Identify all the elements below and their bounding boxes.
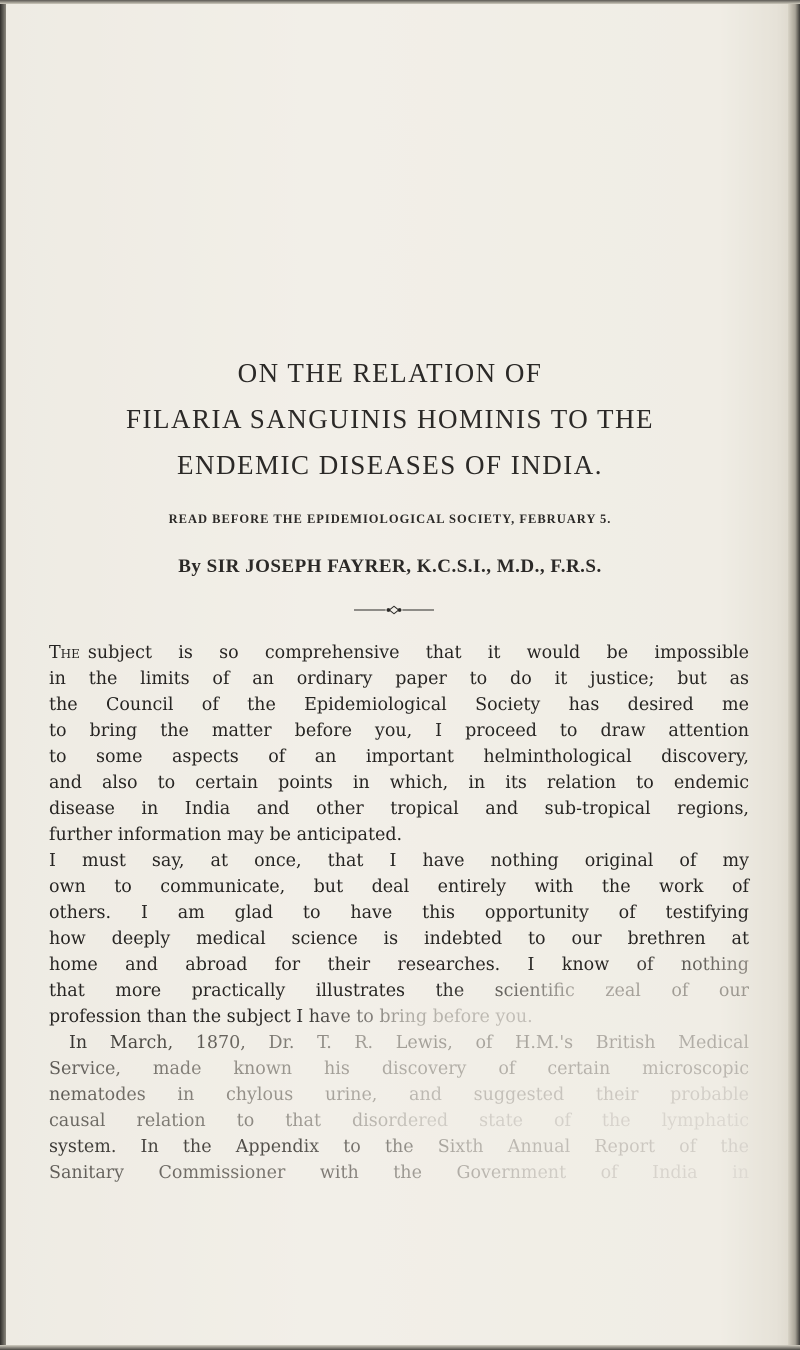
body-line	[49, 770, 749, 796]
body-line-text: that more practically illustrates the scientific zeal of our	[49, 978, 749, 1004]
body-line	[49, 822, 749, 848]
body-line	[49, 1108, 749, 1134]
body-line-text: further information may be anticipated.	[49, 825, 403, 845]
body-line-text: home and abroad for their researches. I know of nothing	[49, 952, 749, 978]
body-line	[49, 1030, 749, 1056]
body-line	[49, 926, 749, 952]
opening-word: The	[49, 643, 80, 663]
body-line-text: Sanitary Commissioner with the Government of India in	[49, 1160, 749, 1186]
body-line	[49, 692, 749, 718]
body-line	[49, 718, 749, 744]
body-line-text: Service, made known his discovery of certain microscopic	[49, 1056, 749, 1082]
read-before-line: READ BEFORE THE EPIDEMIOLOGICAL SOCIETY, FEBRUARY 5.	[168, 512, 612, 526]
body-line	[49, 1004, 749, 1030]
body-line	[49, 666, 749, 692]
body-line-text: to some aspects of an important helminthological discovery,	[49, 747, 749, 767]
body-line-text: nematodes in chylous urine, and suggested their probable	[49, 1082, 749, 1108]
body-line-text: the Council of the Epidemiological Society has desired me	[49, 695, 749, 715]
body-line	[49, 640, 749, 666]
body-line-text: subject is so comprehensive that it would be impossible	[87, 643, 749, 663]
body-line-text: causal relation to that disordered state of the lymphatic	[49, 1108, 749, 1134]
title-line-3: ENDEMIC DISEASES OF INDIA.	[176, 450, 603, 480]
page-top-edge	[0, 0, 800, 4]
title-line-1: ON THE RELATION OF	[237, 358, 543, 388]
body-line-text: others. I am glad to have this opportunity of testifying	[49, 903, 749, 923]
body-line	[49, 952, 749, 978]
body-line	[49, 1134, 749, 1160]
body-line	[49, 848, 749, 874]
body-line-text: In March, 1870, Dr. T. R. Lewis, of H.M.'s British Medical	[49, 1030, 749, 1056]
body-line	[49, 874, 749, 900]
body-line-text	[49, 640, 749, 666]
body-line	[49, 1160, 749, 1186]
body-line-text: system. In the Appendix to the Sixth Annual Report of the	[49, 1134, 749, 1160]
body-line	[49, 796, 749, 822]
page-right-edge	[788, 0, 800, 1350]
body-line-text: in the limits of an ordinary paper to do it justice; but as	[49, 669, 749, 689]
body-line-text: I must say, at once, that I have nothing original of my	[49, 851, 749, 871]
body-line	[49, 744, 749, 770]
body-line-text: disease in India and other tropical and sub-tropical regions,	[49, 799, 749, 819]
body-line	[49, 900, 749, 926]
body-line	[49, 1056, 749, 1082]
body-line-text: how deeply medical science is indebted to our brethren at	[49, 929, 749, 949]
body-line	[49, 1082, 749, 1108]
page-bottom-edge	[0, 1345, 800, 1350]
body-line-text: and also to certain points in which, in its relation to endemic	[49, 773, 749, 793]
author-line: By SIR JOSEPH FAYRER, K.C.S.I., M.D., F.R.S.	[178, 556, 602, 577]
page-left-edge	[0, 0, 6, 1350]
body-line-text: profession than the subject I have to bring before you.	[49, 1004, 533, 1030]
ornamental-divider	[354, 605, 434, 615]
body-line	[49, 978, 749, 1004]
body-line-text: to bring the matter before you, I proceed to draw attention	[49, 721, 749, 741]
body-line-text: own to communicate, but deal entirely with the work of	[49, 877, 749, 897]
article-body	[49, 640, 749, 1186]
title-line-2: FILARIA SANGUINIS HOMINIS TO THE	[125, 404, 655, 434]
